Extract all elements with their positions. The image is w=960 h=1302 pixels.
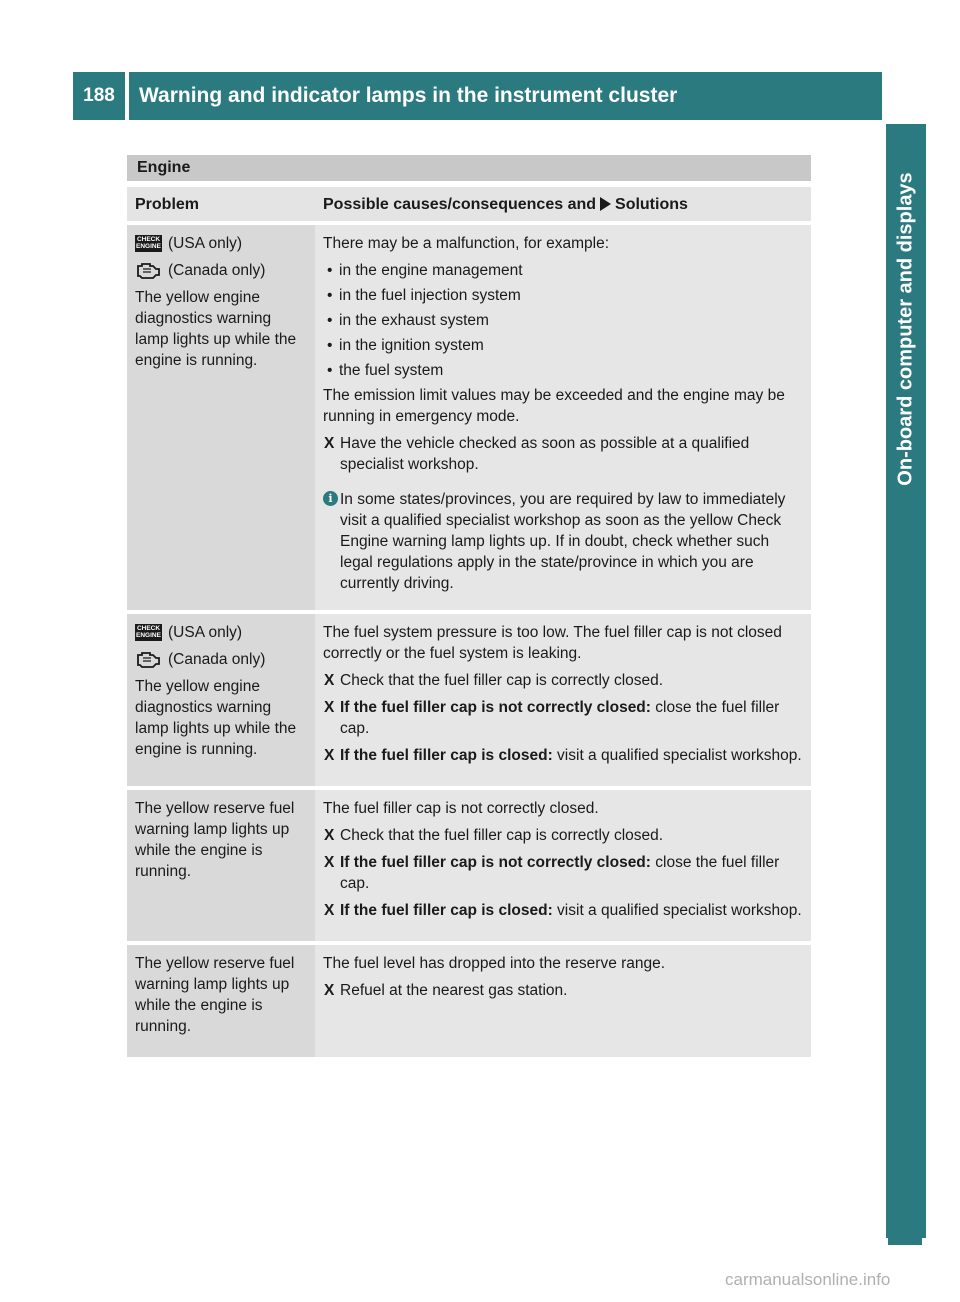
action-step: X Refuel at the nearest gas station. <box>324 982 568 999</box>
watermark: carmanualsonline.info <box>725 1270 891 1289</box>
action-step: X If the fuel filler cap is not correctly closed: close the fuel filler cap. <box>324 854 780 892</box>
usa-only-label: (USA only) <box>168 235 243 252</box>
consequence-text: The emission limit values may be exceeded and the engine may be running in emergency mode. <box>323 387 785 425</box>
action-x-icon: X <box>324 854 335 871</box>
action-step: X If the fuel filler cap is closed: visit a qualified specialist workshop. <box>324 747 802 764</box>
check-engine-icon: CHECK ENGINE <box>136 625 161 639</box>
canada-only-label: (Canada only) <box>168 651 266 668</box>
problem-cell <box>127 614 315 790</box>
action-x-icon: X <box>324 982 335 999</box>
action-x-icon: X <box>324 747 335 764</box>
problem-text: The yellow reserve fuel warning lamp lights up while the engine is running. <box>135 955 295 1035</box>
cause-bullet: • in the ignition system <box>323 335 804 356</box>
column-header-solutions-a: Possible causes/consequences and <box>323 195 597 213</box>
action-step: X If the fuel filler cap is closed: visit a qualified specialist workshop. <box>324 902 802 919</box>
problem-text: The yellow engine diagnostics warning lamp lights up while the engine is running. <box>135 289 297 369</box>
canada-line <box>135 649 308 670</box>
warning-table <box>127 187 811 1061</box>
table-header-row <box>127 187 811 225</box>
usa-only-label: (USA only) <box>168 624 243 641</box>
engine-icon <box>135 262 162 279</box>
cause-intro: The fuel system pressure is too low. The fuel filler cap is not closed correctly or the fuel system is leaking. <box>323 624 782 662</box>
problem-cell <box>127 225 315 614</box>
problem-text: The yellow reserve fuel warning lamp lights up while the engine is running. <box>135 800 295 880</box>
action-x-icon: X <box>324 435 335 452</box>
action-step: X Check that the fuel filler cap is correctly closed. <box>324 827 664 844</box>
canada-line <box>135 260 308 281</box>
side-tab-marker <box>888 1211 922 1245</box>
usa-line <box>135 233 308 254</box>
action-x-icon: X <box>324 827 335 844</box>
side-tab-label: On-board computer and displays <box>894 172 917 486</box>
side-tab-label-box <box>886 124 926 534</box>
cause-bullet: • in the fuel injection system <box>323 285 804 306</box>
action-x-icon: X <box>324 902 335 919</box>
solution-cell <box>315 614 811 790</box>
column-header-problem: Problem <box>127 187 315 225</box>
problem-text: The yellow engine diagnostics warning lamp lights up while the engine is running. <box>135 678 297 758</box>
page-header-title: Warning and indicator lamps in the instrument cluster <box>129 72 882 120</box>
action-x-icon: X <box>324 672 335 689</box>
section-title: Engine <box>127 155 811 181</box>
info-icon: i <box>323 491 338 506</box>
cause-bullet: • in the engine management <box>323 260 804 281</box>
action-step: X If the fuel filler cap is not correctly closed: close the fuel filler cap. <box>324 699 780 737</box>
engine-icon <box>135 651 162 668</box>
cause-intro: The fuel filler cap is not correctly closed. <box>323 800 599 817</box>
cause-intro: The fuel level has dropped into the reserve range. <box>323 955 666 972</box>
cause-bullet: • in the exhaust system <box>323 310 804 331</box>
action-step: X Have the vehicle checked as soon as possible at a qualified specialist workshop. <box>324 435 750 473</box>
table-row <box>127 790 811 945</box>
table-row <box>127 945 811 1061</box>
play-arrow-icon <box>600 197 611 211</box>
page-number: 188 <box>73 72 125 120</box>
problem-cell <box>127 790 315 945</box>
table-row <box>127 225 811 614</box>
action-x-icon: X <box>324 699 335 716</box>
check-engine-icon: CHECK ENGINE <box>136 236 161 250</box>
solution-cell <box>315 225 811 614</box>
solution-cell <box>315 790 811 945</box>
cause-intro: There may be a malfunction, for example: <box>323 235 610 252</box>
usa-line <box>135 622 308 643</box>
problem-cell <box>127 945 315 1061</box>
info-note: i In some states/provinces, you are required by law to immediately visit a qualified specialist workshop as soon as the yellow Check Engine warning lamp lights up. If in doubt, check whether such legal regulations apply in the state/province in which you are currently driving. <box>323 489 804 594</box>
column-header-solutions <box>315 187 811 225</box>
action-step: X Check that the fuel filler cap is correctly closed. <box>324 672 664 689</box>
column-header-solutions-b: Solutions <box>615 195 688 213</box>
canada-only-label: (Canada only) <box>168 262 266 279</box>
cause-bullet: • the fuel system <box>323 360 804 381</box>
table-row <box>127 614 811 790</box>
solution-cell <box>315 945 811 1061</box>
